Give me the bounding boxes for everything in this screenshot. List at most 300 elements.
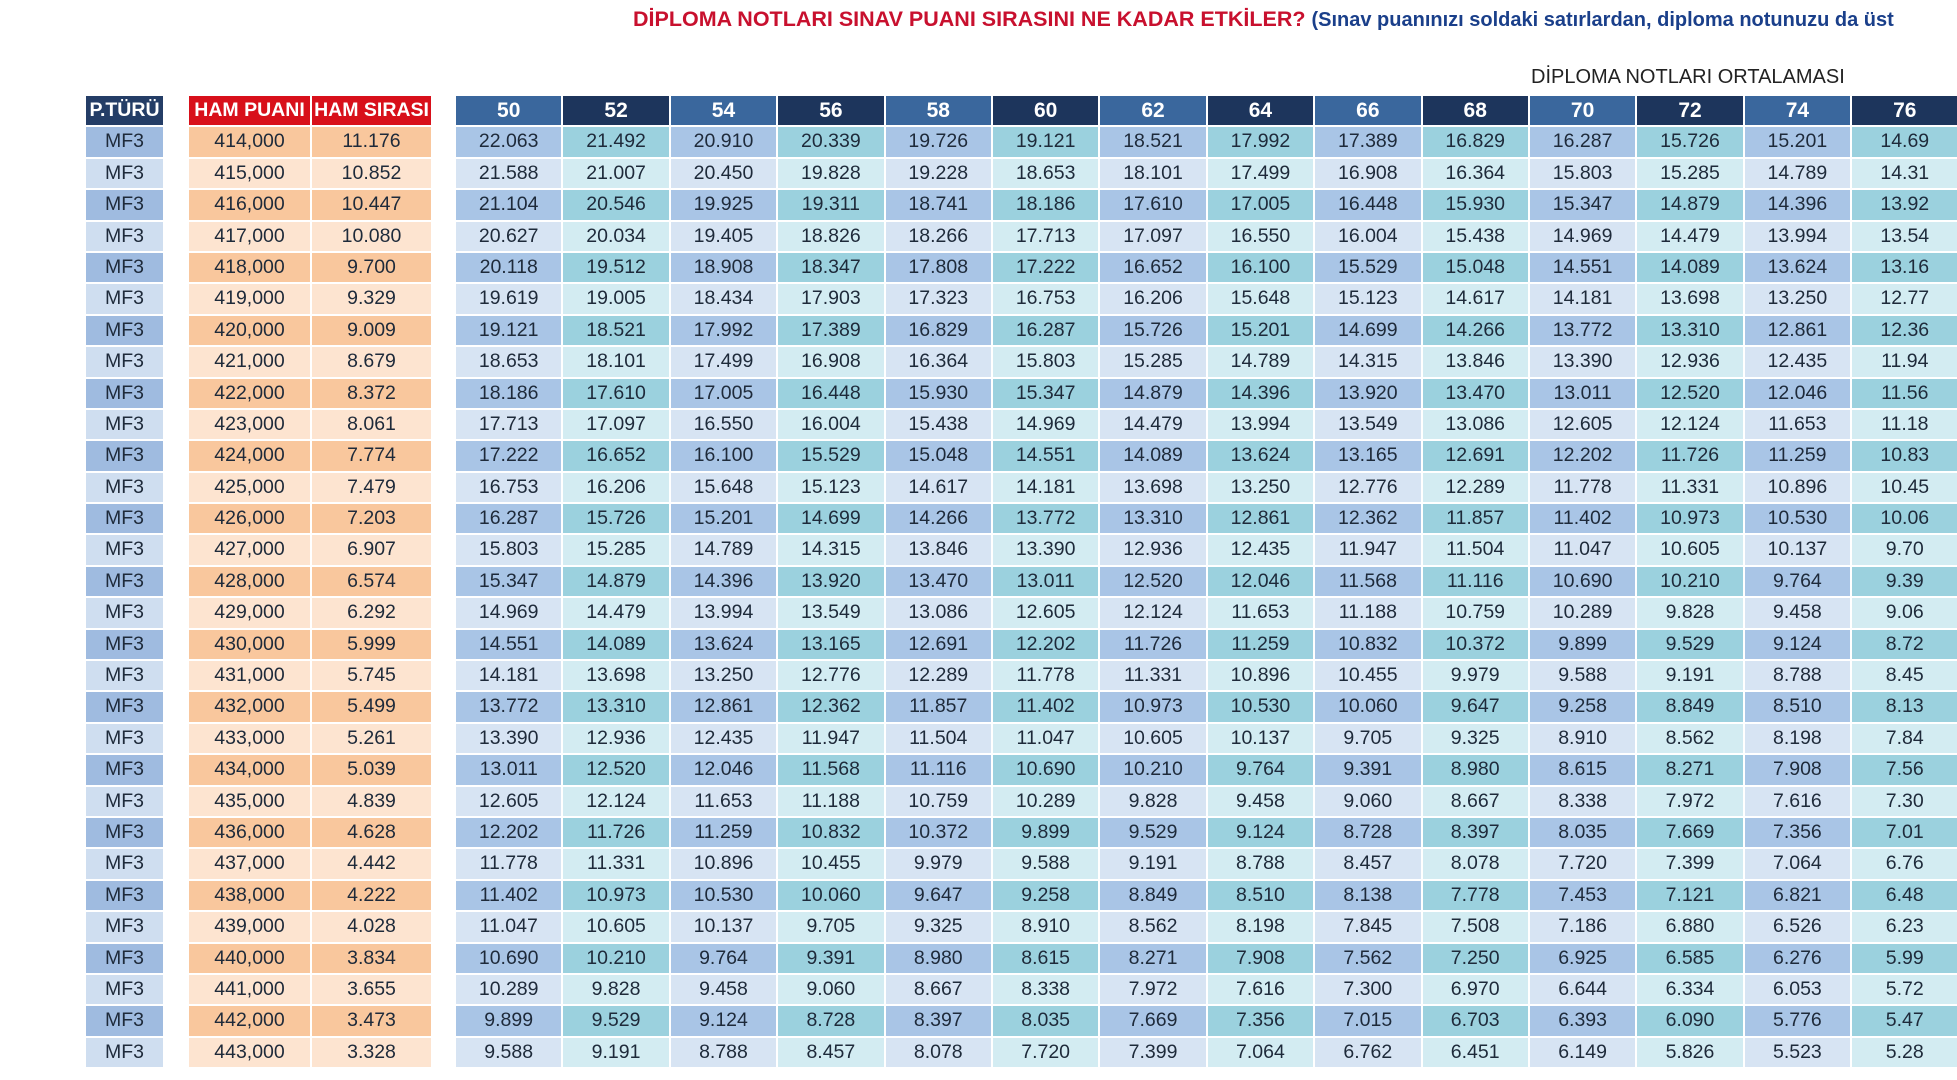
rank-cell: 7.84 — [1852, 724, 1957, 753]
rank-cell: 16.100 — [1208, 253, 1313, 282]
rank-cell: 5.776 — [1745, 1006, 1850, 1035]
rank-cell: 18.521 — [563, 316, 668, 345]
rank-cell: 17.389 — [778, 316, 883, 345]
ptype-cell: MF3 — [86, 849, 163, 878]
rank-cell: 15.285 — [563, 535, 668, 564]
rank-cell: 10.455 — [778, 849, 883, 878]
rank-cell: 9.258 — [993, 881, 1098, 910]
rank-cell: 15.201 — [1745, 127, 1850, 156]
raw-score-cell: 414,000 — [189, 127, 310, 156]
rank-cell: 14.479 — [563, 598, 668, 627]
rank-cell: 11.047 — [993, 724, 1098, 753]
table-row — [456, 535, 1957, 564]
rank-cell: 13.165 — [1315, 441, 1420, 470]
table-row — [456, 787, 1957, 816]
rank-cell: 21.104 — [456, 190, 561, 219]
rank-cell: 12.36 — [1852, 316, 1957, 345]
rank-cell: 13.994 — [1745, 222, 1850, 251]
table-row — [456, 944, 1957, 973]
diploma-column-header: 66 — [1315, 96, 1420, 125]
rank-cell: 15.201 — [671, 504, 776, 533]
diploma-column-header: 54 — [671, 96, 776, 125]
raw-rank-cell: 5.039 — [312, 755, 431, 784]
rank-cell: 7.186 — [1530, 912, 1635, 941]
rank-cell: 14.551 — [456, 630, 561, 659]
rank-cell: 9.647 — [886, 881, 991, 910]
rank-cell: 9.828 — [1637, 598, 1742, 627]
rank-cell: 16.448 — [1315, 190, 1420, 219]
raw-rank-cell: 7.479 — [312, 473, 431, 502]
rank-cell: 6.090 — [1637, 1006, 1742, 1035]
raw-score-cell: 426,000 — [189, 504, 310, 533]
rank-cell: 10.06 — [1852, 504, 1957, 533]
rank-cell: 8.45 — [1852, 661, 1957, 690]
rank-cell: 16.753 — [456, 473, 561, 502]
rank-cell: 8.667 — [1423, 787, 1528, 816]
rank-cell: 19.619 — [456, 284, 561, 313]
rank-cell: 16.004 — [778, 410, 883, 439]
raw-score-cell: 432,000 — [189, 692, 310, 721]
rank-cell: 6.393 — [1530, 1006, 1635, 1035]
ptype-cell: MF3 — [86, 473, 163, 502]
rank-cell: 16.829 — [886, 316, 991, 345]
raw-score-block — [189, 96, 431, 1067]
raw-score-cell: 441,000 — [189, 975, 310, 1004]
raw-score-cell: 439,000 — [189, 912, 310, 941]
rank-cell: 12.435 — [1745, 347, 1850, 376]
table-row — [456, 379, 1957, 408]
rank-cell: 10.530 — [1745, 504, 1850, 533]
raw-score-row — [189, 661, 431, 690]
rank-cell: 8.078 — [1423, 849, 1528, 878]
rank-cell: 13.54 — [1852, 222, 1957, 251]
rank-cell: 17.903 — [778, 284, 883, 313]
rank-cell: 13.698 — [1100, 473, 1205, 502]
ptype-cell: MF3 — [86, 1006, 163, 1035]
rank-cell: 11.778 — [1530, 473, 1635, 502]
rank-cell: 8.035 — [1530, 818, 1635, 847]
title-question: DİPLOMA NOTLARI SINAV PUANI SIRASINI NE KADAR ETKİLER? — [633, 7, 1306, 31]
rank-cell: 7.356 — [1745, 818, 1850, 847]
rank-cell: 8.397 — [1423, 818, 1528, 847]
rank-cell: 7.908 — [1745, 755, 1850, 784]
rank-cell: 13.698 — [563, 661, 668, 690]
rank-cell: 14.879 — [1637, 190, 1742, 219]
rank-cell: 15.803 — [456, 535, 561, 564]
rank-cell: 5.523 — [1745, 1038, 1850, 1067]
raw-score-row — [189, 253, 431, 282]
rank-cell: 15.048 — [886, 441, 991, 470]
rank-cell: 9.06 — [1852, 598, 1957, 627]
table-row — [456, 912, 1957, 941]
rank-cell: 9.060 — [1315, 787, 1420, 816]
ptype-cell: MF3 — [86, 787, 163, 816]
rank-cell: 13.390 — [1530, 347, 1635, 376]
rank-cell: 7.669 — [1100, 1006, 1205, 1035]
rank-cell: 6.76 — [1852, 849, 1957, 878]
rank-cell: 15.930 — [886, 379, 991, 408]
rank-cell: 13.011 — [456, 755, 561, 784]
rank-cell: 8.849 — [1100, 881, 1205, 910]
rank-cell: 12.605 — [993, 598, 1098, 627]
raw-rank-cell: 4.628 — [312, 818, 431, 847]
raw-score-row — [189, 881, 431, 910]
raw-score-row — [189, 1038, 431, 1067]
raw-score-row — [189, 127, 431, 156]
raw-rank-cell: 10.447 — [312, 190, 431, 219]
rank-cell: 10.530 — [671, 881, 776, 910]
raw-rank-cell: 9.700 — [312, 253, 431, 282]
rank-cell: 12.936 — [1100, 535, 1205, 564]
raw-rank-cell: 7.774 — [312, 441, 431, 470]
raw-score-row — [189, 787, 431, 816]
rank-cell: 15.438 — [886, 410, 991, 439]
rank-cell: 13.624 — [671, 630, 776, 659]
raw-score-cell: 417,000 — [189, 222, 310, 251]
rank-cell: 6.149 — [1530, 1038, 1635, 1067]
table-row — [456, 190, 1957, 219]
rank-cell: 12.77 — [1852, 284, 1957, 313]
raw-score-row — [189, 190, 431, 219]
raw-score-row — [189, 284, 431, 313]
rank-cell: 12.202 — [993, 630, 1098, 659]
rank-cell: 14.089 — [1100, 441, 1205, 470]
rank-cell: 5.99 — [1852, 944, 1957, 973]
rank-cell: 15.529 — [1315, 253, 1420, 282]
table-row — [456, 1038, 1957, 1067]
rank-cell: 18.266 — [886, 222, 991, 251]
raw-score-row — [189, 724, 431, 753]
rank-cell: 14.789 — [671, 535, 776, 564]
rank-cell: 11.331 — [563, 849, 668, 878]
rank-cell: 8.849 — [1637, 692, 1742, 721]
rank-cell: 12.046 — [1745, 379, 1850, 408]
diploma-column-header: 52 — [563, 96, 668, 125]
rank-cell: 14.181 — [1530, 284, 1635, 313]
rank-cell: 6.821 — [1745, 881, 1850, 910]
raw-score-cell: 438,000 — [189, 881, 310, 910]
rank-cell: 11.402 — [1530, 504, 1635, 533]
rank-cell: 17.005 — [1208, 190, 1313, 219]
rank-cell: 10.137 — [1745, 535, 1850, 564]
rank-cell: 16.550 — [1208, 222, 1313, 251]
rank-cell: 7.015 — [1315, 1006, 1420, 1035]
rank-cell: 9.764 — [1745, 567, 1850, 596]
rank-cell: 8.980 — [1423, 755, 1528, 784]
rank-cell: 14.089 — [563, 630, 668, 659]
rank-cell: 17.097 — [1100, 222, 1205, 251]
raw-rank-cell: 6.574 — [312, 567, 431, 596]
rank-cell: 14.879 — [1100, 379, 1205, 408]
raw-rank-cell: 10.080 — [312, 222, 431, 251]
rank-cell: 15.347 — [1530, 190, 1635, 219]
table-row — [456, 347, 1957, 376]
rank-cell: 9.258 — [1530, 692, 1635, 721]
rank-cell: 11.331 — [1637, 473, 1742, 502]
rank-cell: 9.764 — [671, 944, 776, 973]
ptype-header: P.TÜRÜ — [86, 96, 163, 125]
rank-cell: 7.616 — [1208, 975, 1313, 1004]
rank-cell: 14.551 — [993, 441, 1098, 470]
rank-cell: 11.047 — [456, 912, 561, 941]
raw-rank-cell: 6.907 — [312, 535, 431, 564]
rank-cell: 9.458 — [671, 975, 776, 1004]
rank-cell: 14.969 — [1530, 222, 1635, 251]
rank-cell: 18.826 — [778, 222, 883, 251]
rank-cell: 14.31 — [1852, 159, 1957, 188]
rank-cell: 11.504 — [1423, 535, 1528, 564]
rank-cell: 7.250 — [1423, 944, 1528, 973]
rank-cell: 7.453 — [1530, 881, 1635, 910]
raw-rank-cell: 5.999 — [312, 630, 431, 659]
rank-cell: 7.778 — [1423, 881, 1528, 910]
rank-cell: 17.323 — [886, 284, 991, 313]
raw-score-row — [189, 316, 431, 345]
rank-cell: 14.551 — [1530, 253, 1635, 282]
rank-cell: 6.23 — [1852, 912, 1957, 941]
rank-cell: 7.356 — [1208, 1006, 1313, 1035]
rank-cell: 19.121 — [456, 316, 561, 345]
rank-cell: 8.910 — [993, 912, 1098, 941]
rank-cell: 13.165 — [778, 630, 883, 659]
rank-cell: 8.910 — [1530, 724, 1635, 753]
rank-cell: 12.202 — [456, 818, 561, 847]
raw-rank-header: HAM SIRASI — [312, 96, 431, 125]
rank-cell: 14.789 — [1208, 347, 1313, 376]
rank-cell: 8.338 — [993, 975, 1098, 1004]
raw-rank-cell: 4.222 — [312, 881, 431, 910]
rank-cell: 11.857 — [1423, 504, 1528, 533]
rank-cell: 7.669 — [1637, 818, 1742, 847]
rank-cell: 14.699 — [1315, 316, 1420, 345]
rank-cell: 14.089 — [1637, 253, 1742, 282]
raw-score-cell: 422,000 — [189, 379, 310, 408]
rank-cell: 17.808 — [886, 253, 991, 282]
table-row — [456, 849, 1957, 878]
rank-cell: 14.266 — [886, 504, 991, 533]
rank-cell: 15.285 — [1100, 347, 1205, 376]
rank-cell: 9.588 — [993, 849, 1098, 878]
rank-cell: 13.250 — [1208, 473, 1313, 502]
rank-cell: 12.124 — [1637, 410, 1742, 439]
rank-cell: 17.005 — [671, 379, 776, 408]
rank-cell: 6.48 — [1852, 881, 1957, 910]
rank-cell: 15.803 — [993, 347, 1098, 376]
rank-cell: 14.315 — [1315, 347, 1420, 376]
table-row — [456, 661, 1957, 690]
ptype-cell: MF3 — [86, 159, 163, 188]
rank-cell: 6.970 — [1423, 975, 1528, 1004]
raw-score-cell: 430,000 — [189, 630, 310, 659]
rank-cell: 10.832 — [1315, 630, 1420, 659]
rank-cell: 8.078 — [886, 1038, 991, 1067]
rank-cell: 7.562 — [1315, 944, 1420, 973]
rank-cell: 12.435 — [1208, 535, 1313, 564]
diploma-column-header: 62 — [1100, 96, 1205, 125]
rank-cell: 8.788 — [671, 1038, 776, 1067]
raw-score-cell: 421,000 — [189, 347, 310, 376]
rank-cell: 10.137 — [1208, 724, 1313, 753]
rank-cell: 8.457 — [778, 1038, 883, 1067]
rank-cell: 9.588 — [456, 1038, 561, 1067]
ptype-cell: MF3 — [86, 975, 163, 1004]
rank-cell: 11.653 — [1208, 598, 1313, 627]
rank-cell: 14.479 — [1100, 410, 1205, 439]
rank-cell: 9.191 — [563, 1038, 668, 1067]
rank-cell: 9.828 — [563, 975, 668, 1004]
raw-rank-cell: 11.176 — [312, 127, 431, 156]
raw-score-row — [189, 692, 431, 721]
rank-cell: 10.210 — [563, 944, 668, 973]
table-row — [456, 881, 1957, 910]
raw-score-cell: 428,000 — [189, 567, 310, 596]
page-title — [633, 4, 1894, 35]
rank-cell: 10.832 — [778, 818, 883, 847]
rank-cell: 9.191 — [1637, 661, 1742, 690]
table-row — [456, 127, 1957, 156]
rank-cell: 7.508 — [1423, 912, 1528, 941]
rank-cell: 17.713 — [456, 410, 561, 439]
rank-cell: 16.206 — [1100, 284, 1205, 313]
raw-score-cell: 431,000 — [189, 661, 310, 690]
rank-cell: 13.16 — [1852, 253, 1957, 282]
table-row — [456, 630, 1957, 659]
rank-cell: 15.048 — [1423, 253, 1528, 282]
rank-cell: 17.992 — [671, 316, 776, 345]
rank-cell: 11.047 — [1530, 535, 1635, 564]
rank-cell: 8.138 — [1315, 881, 1420, 910]
rank-cell: 13.846 — [1423, 347, 1528, 376]
rank-cell: 10.060 — [778, 881, 883, 910]
raw-score-row — [189, 849, 431, 878]
rank-cell: 19.005 — [563, 284, 668, 313]
raw-rank-cell: 9.329 — [312, 284, 431, 313]
rank-cell: 9.647 — [1423, 692, 1528, 721]
rank-cell: 9.705 — [1315, 724, 1420, 753]
raw-rank-cell: 3.834 — [312, 944, 431, 973]
rank-cell: 16.753 — [993, 284, 1098, 313]
rank-cell: 11.857 — [886, 692, 991, 721]
rank-cell: 8.338 — [1530, 787, 1635, 816]
rank-cell: 9.764 — [1208, 755, 1313, 784]
rank-cell: 19.512 — [563, 253, 668, 282]
rank-cell: 15.726 — [1100, 316, 1205, 345]
rank-cell: 20.450 — [671, 159, 776, 188]
rank-cell: 20.546 — [563, 190, 668, 219]
rank-cell: 20.910 — [671, 127, 776, 156]
rank-cell: 16.829 — [1423, 127, 1528, 156]
table-row — [456, 567, 1957, 596]
rank-cell: 8.728 — [778, 1006, 883, 1035]
rank-cell: 10.060 — [1315, 692, 1420, 721]
ptype-cell: MF3 — [86, 881, 163, 910]
rank-cell: 18.186 — [456, 379, 561, 408]
rank-cell: 19.925 — [671, 190, 776, 219]
table-row — [456, 818, 1957, 847]
rank-cell: 10.372 — [886, 818, 991, 847]
rank-cell: 14.617 — [1423, 284, 1528, 313]
rank-cell: 7.121 — [1637, 881, 1742, 910]
rank-cell: 8.198 — [1208, 912, 1313, 941]
diploma-column-header: 56 — [778, 96, 883, 125]
raw-score-cell: 425,000 — [189, 473, 310, 502]
rank-cell: 8.271 — [1100, 944, 1205, 973]
diploma-column-header: 74 — [1745, 96, 1850, 125]
rank-cell: 13.772 — [456, 692, 561, 721]
raw-score-cell: 424,000 — [189, 441, 310, 470]
raw-score-row — [189, 818, 431, 847]
rank-cell: 10.45 — [1852, 473, 1957, 502]
rank-cell: 12.362 — [778, 692, 883, 721]
rank-cell: 9.899 — [1530, 630, 1635, 659]
rank-cell: 12.861 — [1745, 316, 1850, 345]
rank-cell: 11.188 — [778, 787, 883, 816]
raw-score-row — [189, 535, 431, 564]
raw-rank-cell: 8.679 — [312, 347, 431, 376]
ptype-cell: MF3 — [86, 316, 163, 345]
rank-cell: 11.56 — [1852, 379, 1957, 408]
rank-cell: 14.479 — [1637, 222, 1742, 251]
rank-cell: 18.347 — [778, 253, 883, 282]
table-row — [456, 441, 1957, 470]
rank-cell: 13.250 — [671, 661, 776, 690]
rank-cell: 10.973 — [1637, 504, 1742, 533]
ptype-cell: MF3 — [86, 190, 163, 219]
rank-cell: 9.529 — [563, 1006, 668, 1035]
ptype-cell: MF3 — [86, 441, 163, 470]
rank-cell: 14.969 — [456, 598, 561, 627]
rank-cell: 15.123 — [778, 473, 883, 502]
rank-cell: 12.936 — [563, 724, 668, 753]
rank-cell: 14.69 — [1852, 127, 1957, 156]
rank-cell: 12.605 — [1530, 410, 1635, 439]
rank-cell: 12.046 — [671, 755, 776, 784]
rank-cell: 11.726 — [563, 818, 668, 847]
rank-cell: 16.206 — [563, 473, 668, 502]
rank-cell: 19.405 — [671, 222, 776, 251]
ptype-cell: MF3 — [86, 410, 163, 439]
rank-cell: 5.72 — [1852, 975, 1957, 1004]
rank-cell: 7.720 — [993, 1038, 1098, 1067]
rank-cell: 8.510 — [1745, 692, 1850, 721]
raw-score-cell: 419,000 — [189, 284, 310, 313]
rank-cell: 9.529 — [1637, 630, 1742, 659]
rank-cell: 9.529 — [1100, 818, 1205, 847]
raw-rank-cell: 8.372 — [312, 379, 431, 408]
raw-score-row — [189, 630, 431, 659]
rank-cell: 18.521 — [1100, 127, 1205, 156]
rank-cell: 19.121 — [993, 127, 1098, 156]
table-row — [456, 724, 1957, 753]
rank-cell: 22.063 — [456, 127, 561, 156]
rank-cell: 16.004 — [1315, 222, 1420, 251]
ptype-cell: MF3 — [86, 598, 163, 627]
raw-score-row — [189, 1006, 431, 1035]
rank-cell: 16.364 — [886, 347, 991, 376]
rank-cell: 9.588 — [1530, 661, 1635, 690]
rank-cell: 11.504 — [886, 724, 991, 753]
ptype-cell: MF3 — [86, 253, 163, 282]
rank-cell: 13.390 — [456, 724, 561, 753]
rank-cell: 16.364 — [1423, 159, 1528, 188]
rank-cell: 17.222 — [456, 441, 561, 470]
raw-score-cell: 427,000 — [189, 535, 310, 564]
rank-cell: 13.772 — [1530, 316, 1635, 345]
rank-cell: 8.457 — [1315, 849, 1420, 878]
rank-cell: 10.210 — [1637, 567, 1742, 596]
rank-cell: 18.908 — [671, 253, 776, 282]
rank-cell: 17.992 — [1208, 127, 1313, 156]
